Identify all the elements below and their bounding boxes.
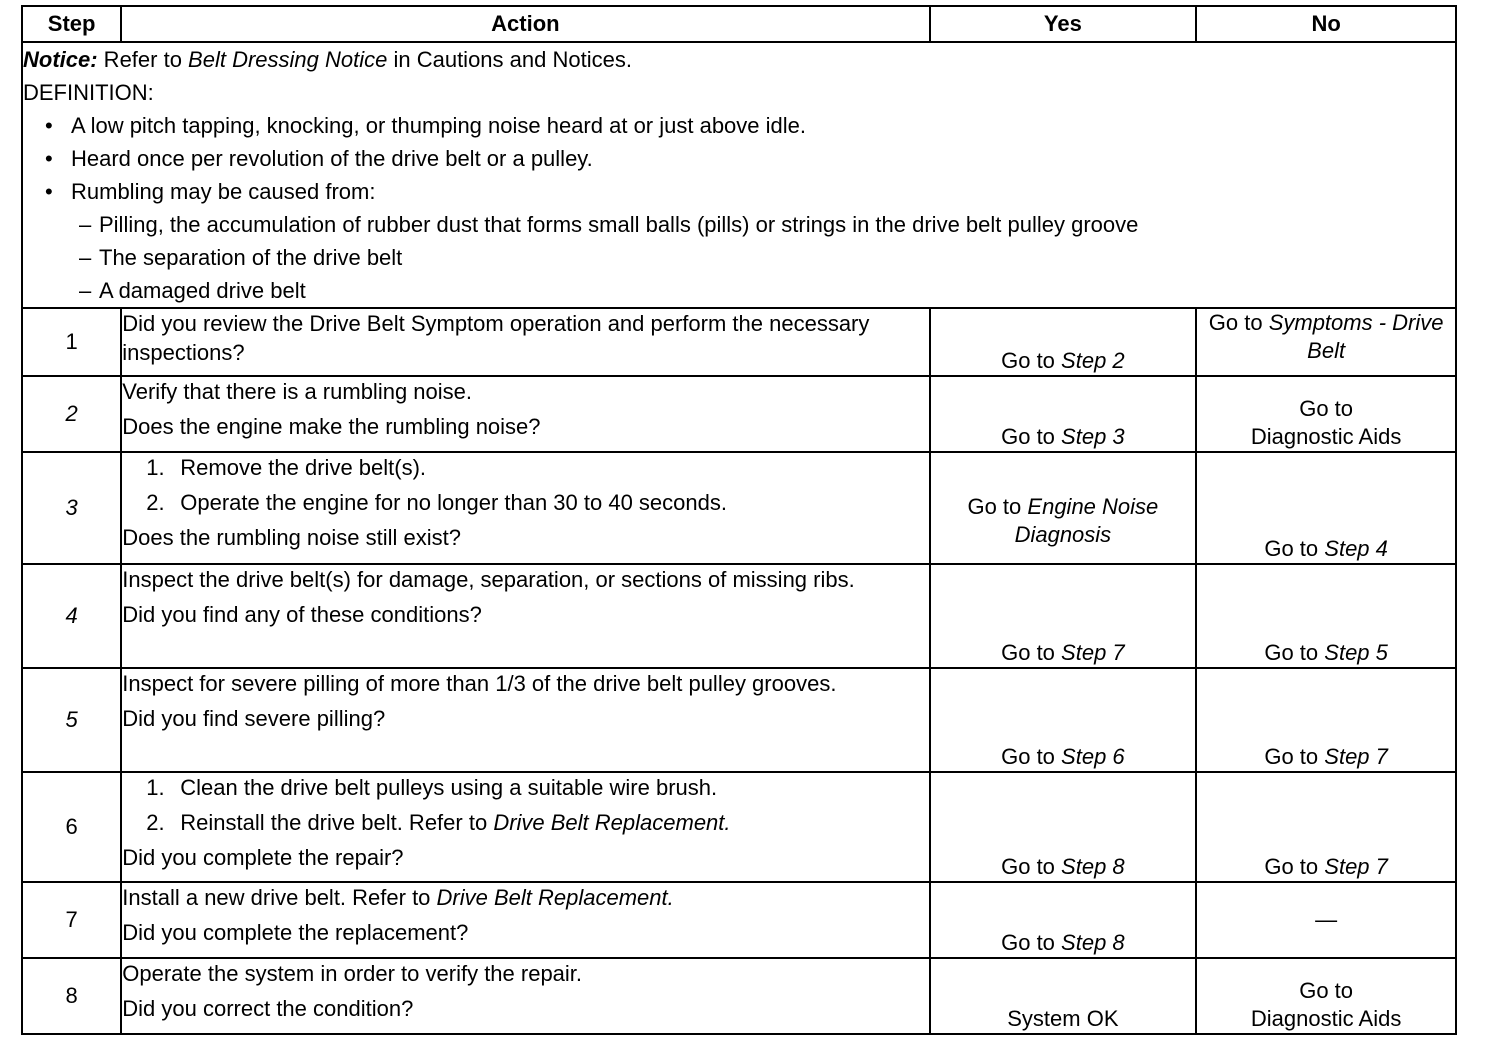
action-question: Did you complete the repair? [122, 845, 404, 870]
go-to-label: Go to [967, 494, 1022, 519]
action-cell [121, 882, 929, 958]
go-to-label: Go to [1264, 854, 1319, 879]
table-row [22, 452, 1456, 564]
yes-ref-link[interactable]: Step 7 [1061, 640, 1125, 665]
yes-ref-link[interactable]: Step 2 [1061, 348, 1125, 373]
action-cell [121, 668, 929, 772]
no-cell [1196, 882, 1456, 958]
no-ref-text[interactable]: Diagnostic Aids [1250, 424, 1402, 449]
bullet-item: • Heard once per revolution of the drive belt or a pulley. [45, 142, 1455, 175]
header-step: Step [22, 6, 121, 42]
action-list-item: 1. Remove the drive belt(s). [146, 455, 427, 480]
table-row [22, 882, 1456, 958]
action-question: Does the engine make the rumbling noise? [122, 414, 541, 439]
bullet-item: • Rumbling may be caused from: [45, 175, 1455, 208]
cause-item: – The separation of the drive belt [79, 241, 1455, 274]
bullet-item: • A low pitch tapping, knocking, or thumping noise heard at or just above idle. [45, 109, 1455, 142]
no-dash: — [1315, 907, 1338, 932]
go-to-label: Go to [1264, 536, 1319, 561]
go-to-label: Go to [1299, 978, 1354, 1003]
definition-bullets [23, 109, 1455, 208]
yes-ref-link[interactable]: Step 8 [1061, 930, 1125, 955]
drive-belt-replacement-link[interactable]: Drive Belt Replacement. [493, 810, 731, 835]
step-number: 2 [22, 376, 121, 452]
table-row [22, 376, 1456, 452]
action-cell [121, 564, 929, 668]
yes-cell[interactable] [930, 564, 1197, 668]
action-text [122, 883, 928, 912]
no-ref-link[interactable]: Symptoms - Drive Belt [1268, 310, 1444, 363]
table-row [22, 668, 1456, 772]
action-question: Did you find severe pilling? [122, 706, 386, 731]
action-list-text: Remove the drive belt(s). [180, 455, 427, 480]
go-to-label: Go to [1001, 854, 1055, 879]
action-question: Did you find any of these conditions? [122, 602, 482, 627]
header-yes: Yes [930, 6, 1197, 42]
table-row [22, 772, 1456, 882]
step-number: 4 [22, 564, 121, 668]
action-text: Did you review the Drive Belt Symptom operation and perform the necessary inspections? [122, 311, 870, 365]
definition-heading: DEFINITION: [23, 80, 154, 105]
no-cell[interactable] [1196, 452, 1456, 564]
notice-line [23, 43, 1455, 76]
cause-item: – Pilling, the accumulation of rubber dust that forms small balls (pills) or strings in the drive belt pulley groove [79, 208, 1455, 241]
action-text: Inspect for severe pilling of more than 1/3 of the drive belt pulley grooves. [122, 671, 837, 696]
header-row [22, 6, 1456, 42]
action-cell [121, 308, 929, 376]
yes-ref-link[interactable]: Step 6 [1061, 744, 1125, 769]
cause-item: – A damaged drive belt [79, 274, 1455, 307]
no-cell[interactable] [1196, 376, 1456, 452]
no-ref-link[interactable]: Step 5 [1324, 640, 1388, 665]
yes-ref-link[interactable]: Engine Noise Diagnosis [1014, 494, 1159, 547]
notice-text-end: in Cautions and Notices. [387, 47, 632, 72]
action-question: Does the rumbling noise still exist? [122, 525, 461, 550]
no-cell[interactable] [1196, 308, 1456, 376]
action-list-item: 1. Clean the drive belt pulleys using a suitable wire brush. [146, 775, 718, 800]
action-list-text: Clean the drive belt pulleys using a suitable wire brush. [180, 775, 718, 800]
no-ref-link[interactable]: Step 7 [1324, 744, 1388, 769]
step-number: 3 [22, 452, 121, 564]
step-number: 1 [22, 308, 121, 376]
table-row [22, 564, 1456, 668]
notice-text: Refer to [97, 47, 189, 72]
causes-list [23, 208, 1455, 307]
action-list-item: 2. Operate the engine for no longer than 30 to 40 seconds. [146, 490, 727, 515]
action-list [122, 453, 928, 517]
no-ref-link[interactable]: Step 4 [1324, 536, 1388, 561]
diagnostic-table [21, 5, 1457, 1035]
yes-cell[interactable] [930, 772, 1197, 882]
yes-ref-link[interactable]: Step 3 [1061, 424, 1125, 449]
table-row [22, 958, 1456, 1034]
no-cell[interactable] [1196, 564, 1456, 668]
notice-ref-link[interactable]: Belt Dressing Notice [188, 47, 388, 72]
yes-cell[interactable] [930, 882, 1197, 958]
no-ref-link[interactable]: Step 7 [1324, 854, 1388, 879]
no-cell[interactable] [1196, 958, 1456, 1034]
notice-cell [22, 42, 1456, 308]
header-action: Action [121, 6, 929, 42]
action-list-item: 2. Reinstall the drive belt. Refer to Drive Belt Replacement. [146, 810, 731, 835]
yes-cell [930, 958, 1197, 1034]
go-to-label: Go to [1001, 640, 1055, 665]
notice-label: Notice: [23, 47, 98, 72]
action-question: Did you complete the replacement? [122, 920, 469, 945]
action-list-text: Reinstall the drive belt. Refer to [180, 810, 494, 835]
step-number: 7 [22, 882, 121, 958]
yes-cell[interactable] [930, 668, 1197, 772]
yes-cell[interactable] [930, 376, 1197, 452]
action-cell [121, 376, 929, 452]
no-cell[interactable] [1196, 772, 1456, 882]
header-no: No [1196, 6, 1456, 42]
action-cell [121, 772, 929, 882]
go-to-label: Go to [1264, 640, 1319, 665]
step-number: 5 [22, 668, 121, 772]
yes-cell[interactable] [930, 452, 1197, 564]
go-to-label: Go to [1001, 930, 1055, 955]
yes-ref-link[interactable]: Step 8 [1061, 854, 1125, 879]
no-cell[interactable] [1196, 668, 1456, 772]
action-list-text: Operate the engine for no longer than 30 to 40 seconds. [180, 490, 727, 515]
go-to-label: Go to [1001, 348, 1055, 373]
go-to-label: Go to [1001, 424, 1055, 449]
action-text: Inspect the drive belt(s) for damage, separation, or sections of missing ribs. [122, 567, 855, 592]
drive-belt-replacement-link[interactable]: Drive Belt Replacement. [436, 885, 674, 910]
yes-cell[interactable] [930, 308, 1197, 376]
action-text-lead: Install a new drive belt. Refer to [122, 885, 437, 910]
step-number: 8 [22, 958, 121, 1034]
go-to-label: Go to [1299, 396, 1354, 421]
action-text: Operate the system in order to verify the repair. [122, 961, 583, 986]
notice-row [22, 42, 1456, 308]
go-to-label: Go to [1208, 310, 1263, 335]
action-cell [121, 452, 929, 564]
action-text: Verify that there is a rumbling noise. [122, 379, 472, 404]
table-row [22, 308, 1456, 376]
step-number: 6 [22, 772, 121, 882]
action-question: Did you correct the condition? [122, 996, 414, 1021]
no-ref-text[interactable]: Diagnostic Aids [1250, 1006, 1402, 1031]
action-list [122, 773, 928, 837]
go-to-label: Go to [1001, 744, 1055, 769]
go-to-label: Go to [1264, 744, 1319, 769]
action-cell [121, 958, 929, 1034]
system-ok-text: System OK [1007, 1006, 1119, 1031]
